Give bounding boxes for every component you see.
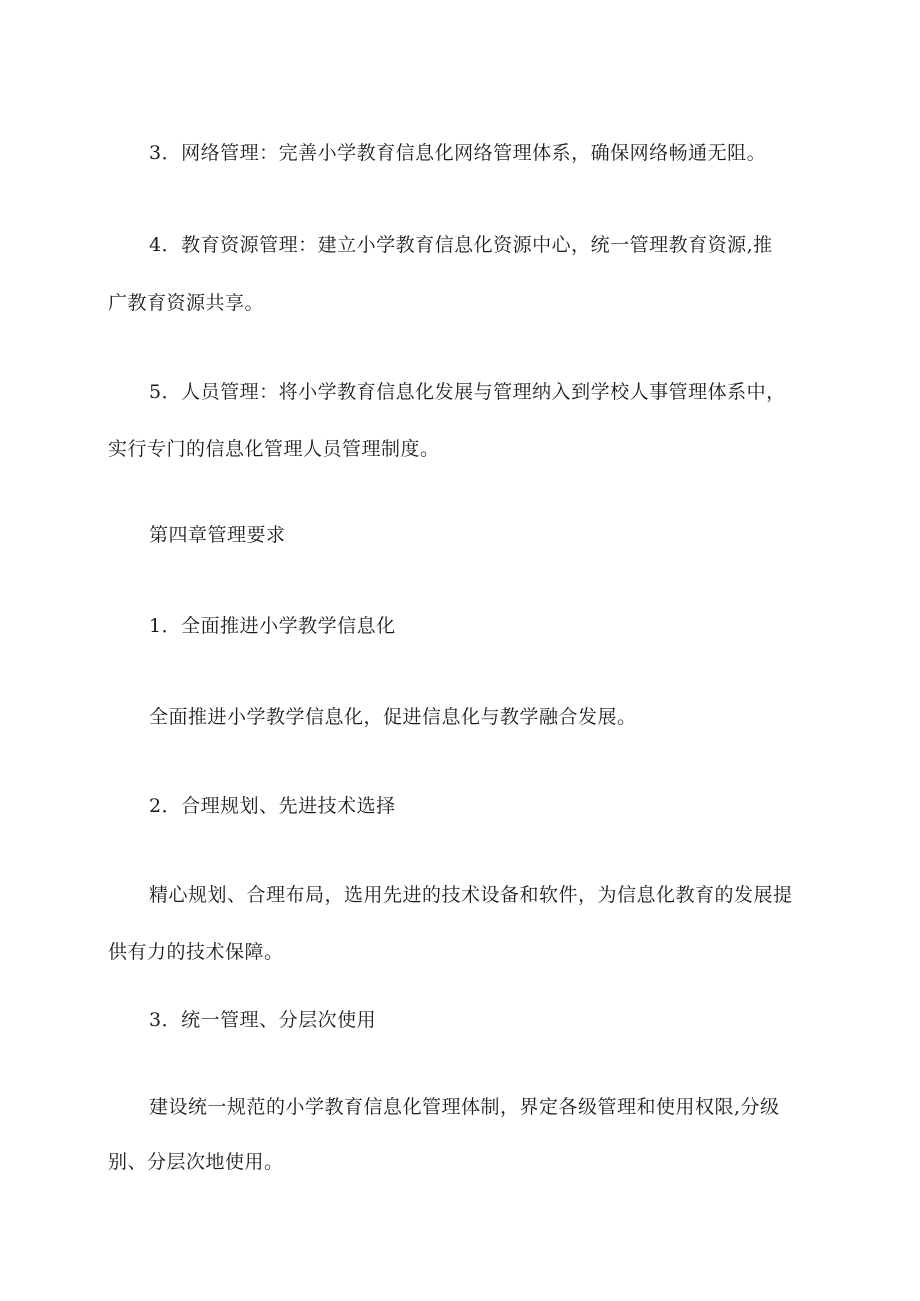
section-1-body: 全面推进小学教学信息化，促进信息化与教学融合发展。 bbox=[149, 706, 637, 728]
item-4-resource-management-line-2: 广教育资源共享。 bbox=[108, 292, 265, 314]
section-2-heading: 2．合理规划、先进技术选择 bbox=[149, 795, 396, 817]
item-3-network-management: 3．网络管理：完善小学教育信息化网络管理体系，确保网络畅通无阻。 bbox=[149, 142, 767, 164]
item-4-resource-management-line-1: 4．教育资源管理：建立小学教育信息化资源中心，统一管理教育资源,推 bbox=[149, 234, 773, 256]
section-3-body-line-2: 别、分层次地使用。 bbox=[108, 1151, 284, 1173]
item-5-personnel-management-line-2: 实行专门的信息化管理人员管理制度。 bbox=[108, 438, 440, 460]
section-3-heading: 3．统一管理、分层次使用 bbox=[149, 1009, 377, 1031]
section-3-body-line-1: 建设统一规范的小学教育信息化管理体制，界定各级管理和使用权限,分级 bbox=[149, 1096, 780, 1118]
section-2-body-line-1: 精心规划、合理布局，选用先进的技术设备和软件，为信息化教育的发展提 bbox=[149, 884, 793, 906]
section-1-heading: 1．全面推进小学教学信息化 bbox=[149, 615, 396, 637]
item-5-personnel-management-line-1: 5．人员管理：将小学教育信息化发展与管理纳入到学校人事管理体系中， bbox=[149, 381, 786, 403]
chapter-heading: 第四章管理要求 bbox=[149, 524, 286, 546]
section-2-body-line-2: 供有力的技术保障。 bbox=[108, 941, 284, 963]
